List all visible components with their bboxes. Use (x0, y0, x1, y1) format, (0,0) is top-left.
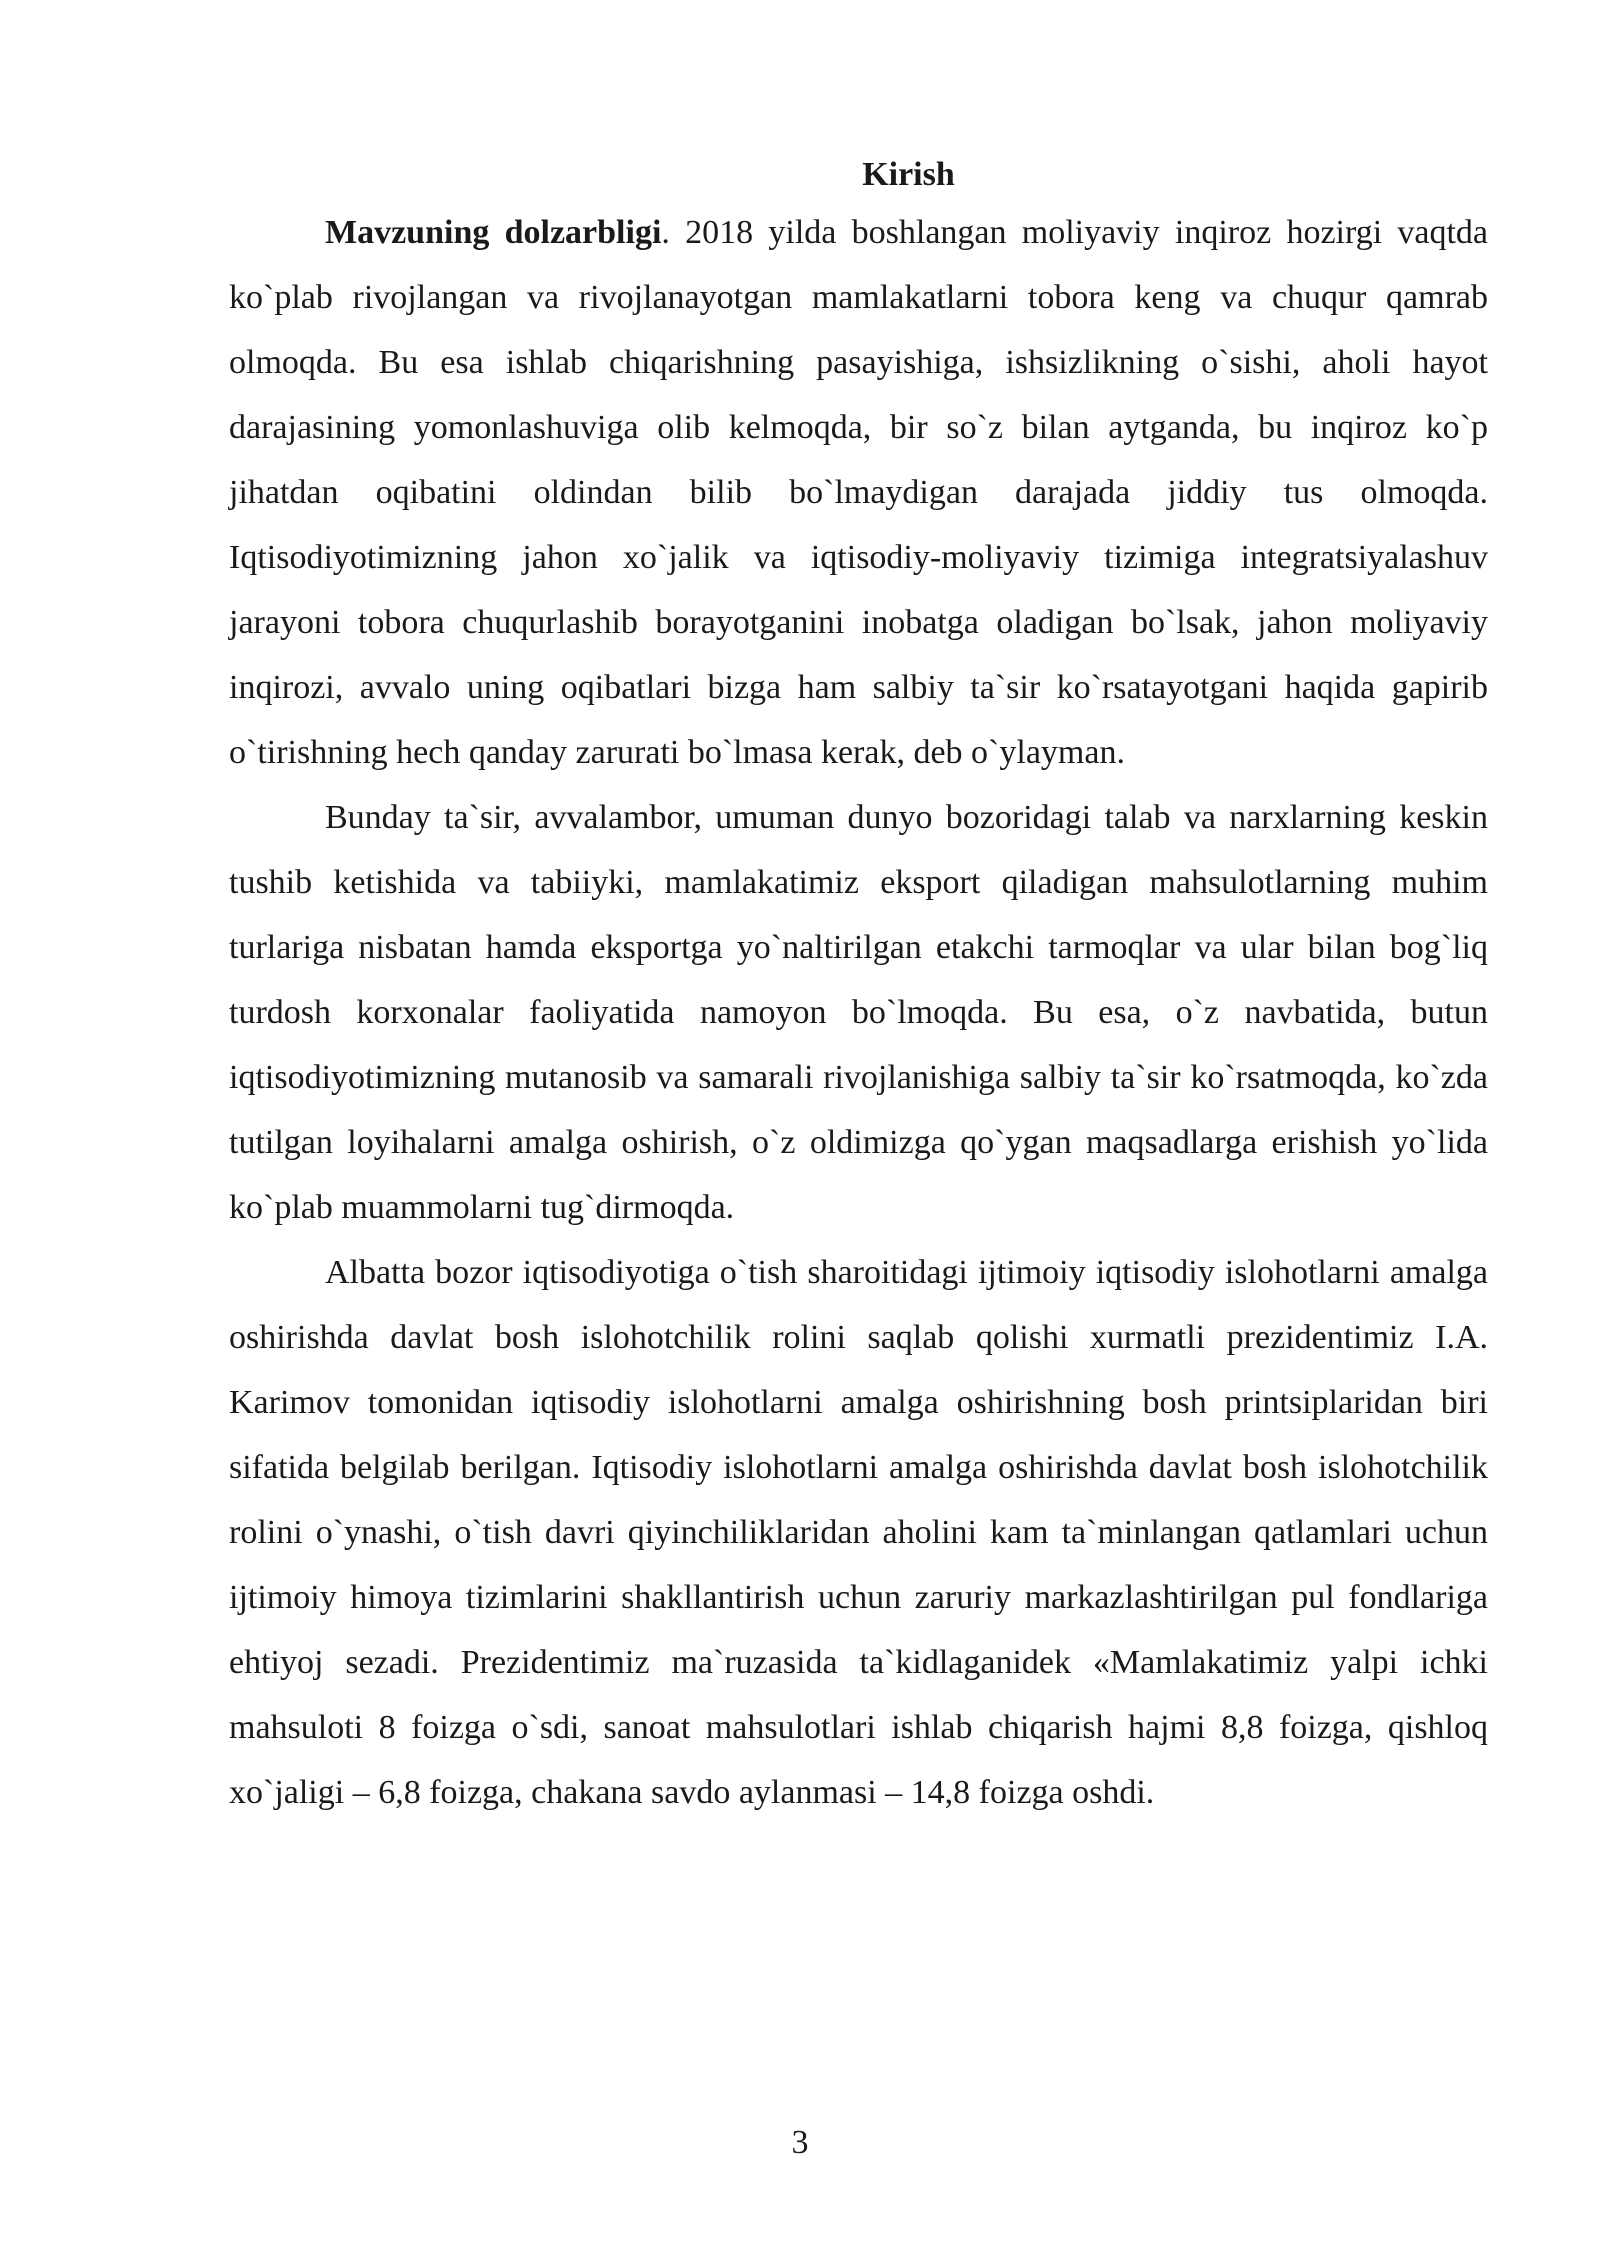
paragraph-impact: Bunday ta`sir, avvalambor, umuman dunyo bozoridagi talab va narxlarning keskin tushib ketishida va tabiiyki, mamlakatimiz eksport qiladigan mahsulotlarning muhim turlariga nisbatan hamda eksportga yo`naltirilgan etakchi tarmoqlar va ular bilan bog`liq turdosh korxonalar faoliyatida namoyon bo`lmoqda. Bu esa, o`z navbatida, butun iqtisodiyotimizning mutanosib va samarali rivojlanishiga salbiy ta`sir ko`rsatmoqda, ko`zda tutilgan loyihalarni amalga oshirish, o`z oldimizga qo`ygan maqsadlarga erishish yo`lida ko`plab muammolarni tug`dirmoqda. (229, 799, 1488, 1226)
page-number: 3 (791, 2124, 809, 2161)
paragraph-lead-heading: Mavzuning dolzarbligi (325, 214, 662, 251)
paragraph-relevance (229, 200, 1488, 785)
paragraph-body: . 2018 yilda boshlangan moliyaviy inqiroz hozirgi vaqtda ko`plab rivojlangan va rivojlanayotgan mamlakatlarni tobora keng va chuqur qamrab olmoqda. Bu esa ishlab chiqarishning pasayishiga, ishsizlikning o`sishi, aholi hayot darajasining yomonlashuviga olib kelmoqda, bir so`z bilan aytganda, bu inqiroz ko`p jihatdan oqibatini oldindan bilib bo`lmaydigan darajada jiddiy tus olmoqda. Iqtisodiyotimizning jahon xo`jalik va iqtisodiy-moliyaviy tizimiga integratsiyalashuv jarayoni tobora chuqurlashib borayotganini inobatga oladigan bo`lsak, jahon moliyaviy inqirozi, avvalo uning oqibatlari bizga ham salbiy ta`sir ko`rsatayotgani haqida gapirib o`tirishning hech qanday zarurati bo`lmasa kerak, deb o`ylayman. (229, 214, 1489, 771)
page-content (229, 150, 1488, 1825)
page-title: Kirish (862, 156, 955, 193)
paragraph-reforms: Albatta bozor iqtisodiyotiga o`tish sharoitidagi ijtimoiy iqtisodiy islohotlarni amalga oshirishda davlat bosh islohotchilik rolini saqlab qolishi xurmatli prezidentimiz I.A. Karimov tomonidan iqtisodiy islohotlarni amalga oshirishning bosh printsiplaridan biri sifatida belgilab berilgan. Iqtisodiy islohotlarni amalga oshirishda davlat bosh islohotchilik rolini o`ynashi, o`tish davri qiyinchiliklaridan aholini kam ta`minlangan qatlamlari uchun ijtimoiy himoya tizimlarini shakllantirish uchun zaruriy markazlashtirilgan pul fondlariga ehtiyoj sezadi. Prezidentimiz ma`ruzasida ta`kidlaganidek «Mamlakatimiz yalpi ichki mahsuloti 8 foizga o`sdi, sanoat mahsulotlari ishlab chiqarish hajmi 8,8 foizga, qishloq xo`jaligi – 6,8 foizga, chakana savdo aylanmasi – 14,8 foizga oshdi. (229, 1254, 1488, 1811)
